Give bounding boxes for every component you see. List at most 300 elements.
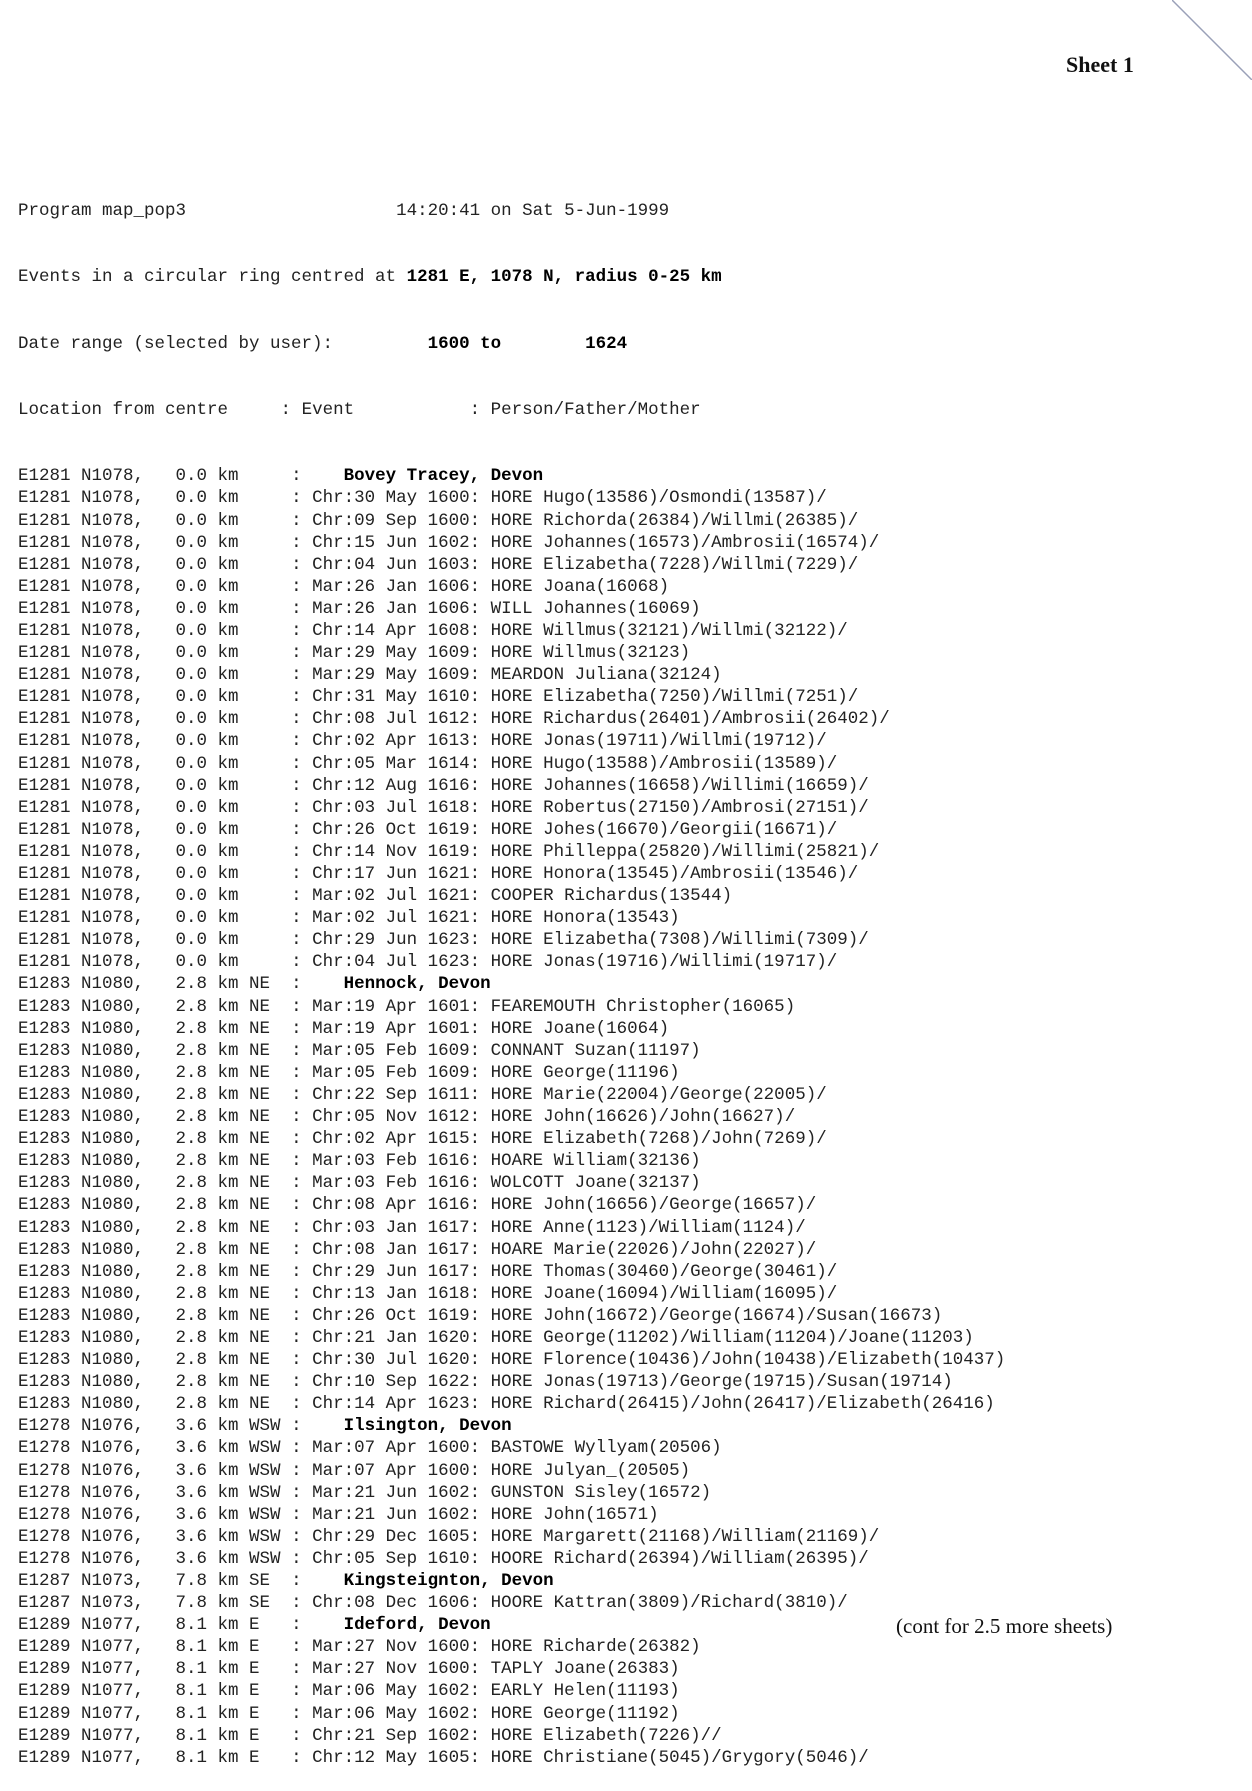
row-location: E1281 N1078, bbox=[18, 819, 145, 840]
row-location: E1289 N1077, bbox=[18, 1725, 145, 1746]
row-event: Mar:21 Jun 1602: bbox=[312, 1482, 481, 1503]
col-location: Location from centre bbox=[18, 400, 229, 421]
event-row: E1289 N1077, 8.1 km E : Chr:12 May 1605: HORE Christiane(5045)/Grygory(5046)/ bbox=[18, 1747, 869, 1768]
row-person: TAPLY Joane(26383) bbox=[490, 1659, 680, 1680]
row-person: HORE Marie(22004)/George(22005)/ bbox=[490, 1084, 827, 1105]
row-distance: 2.8 km NE bbox=[175, 1173, 292, 1194]
row-event: Chr:12 May 1605: bbox=[312, 1747, 481, 1768]
row-person: HORE John(16571) bbox=[490, 1504, 659, 1525]
event-row: E1281 N1078, 0.0 km : Chr:02 Apr 1613: HORE Jonas(19711)/Willmi(19712)/ bbox=[18, 731, 827, 752]
row-distance: 0.0 km bbox=[175, 886, 292, 907]
events-prefix: Events in a circular ring centred at bbox=[18, 267, 407, 288]
row-event: Chr:21 Jan 1620: bbox=[312, 1327, 481, 1348]
row-event: Chr:30 May 1600: bbox=[312, 488, 481, 509]
row-location: E1278 N1076, bbox=[18, 1438, 145, 1459]
row-location: E1281 N1078, bbox=[18, 908, 145, 929]
row-location: E1281 N1078, bbox=[18, 576, 145, 597]
place-location: E1278 N1076, bbox=[18, 1416, 145, 1437]
event-row: E1281 N1078, 0.0 km : Chr:30 May 1600: HORE Hugo(13586)/Osmondi(13587)/ bbox=[18, 488, 827, 509]
row-event: Chr:04 Jul 1623: bbox=[312, 952, 481, 973]
row-event: Chr:08 Jul 1612: bbox=[312, 709, 481, 730]
spacer-1 bbox=[186, 201, 396, 221]
row-person: HORE Elizabeth(7268)/John(7269)/ bbox=[490, 1129, 827, 1150]
row-distance: 2.8 km NE bbox=[175, 1107, 292, 1128]
place-name: Ilsington, Devon bbox=[343, 1416, 512, 1437]
row-person: HORE John(16672)/George(16674)/Susan(16673) bbox=[490, 1305, 943, 1326]
row-event: Mar:03 Feb 1616: bbox=[312, 1173, 481, 1194]
place-distance: 7.8 km SE bbox=[175, 1571, 292, 1591]
event-row: E1281 N1078, 0.0 km : Chr:29 Jun 1623: HORE Elizabetha(7308)/Willimi(7309)/ bbox=[18, 930, 869, 951]
place-header-row: E1289 N1077, 8.1 km E : Ideford, Devon bbox=[18, 1615, 491, 1636]
row-event: Chr:14 Apr 1608: bbox=[312, 620, 481, 641]
row-event: Mar:21 Jun 1602: bbox=[312, 1504, 481, 1525]
row-location: E1281 N1078, bbox=[18, 886, 145, 907]
row-distance: 2.8 km NE bbox=[175, 1151, 292, 1172]
event-row: E1289 N1077, 8.1 km E : Chr:21 Sep 1602: HORE Elizabeth(7226)// bbox=[18, 1725, 722, 1746]
row-location: E1289 N1077, bbox=[18, 1637, 145, 1658]
row-person: HORE Elizabetha(7308)/Willimi(7309)/ bbox=[490, 930, 869, 951]
date-to: 1624 bbox=[585, 333, 628, 354]
event-row: E1283 N1080, 2.8 km NE : Chr:26 Oct 1619: HORE John(16672)/George(16674)/Susan(16673) bbox=[18, 1305, 943, 1326]
row-person: HORE Willmus(32123) bbox=[490, 643, 691, 664]
event-row: E1281 N1078, 0.0 km : Chr:15 Jun 1602: HORE Johannes(16573)/Ambrosii(16574)/ bbox=[18, 532, 880, 553]
row-event: Chr:05 Mar 1614: bbox=[312, 753, 481, 774]
row-person: HORE Johannes(16573)/Ambrosii(16574)/ bbox=[490, 532, 880, 553]
place-distance: 3.6 km WSW bbox=[175, 1416, 292, 1437]
row-location: E1281 N1078, bbox=[18, 864, 145, 884]
row-location: E1281 N1078, bbox=[18, 665, 145, 686]
row-location: E1281 N1078, bbox=[18, 598, 145, 619]
place-name: Kingsteignton, Devon bbox=[343, 1571, 554, 1591]
row-distance: 0.0 km bbox=[175, 775, 292, 796]
row-distance: 2.8 km NE bbox=[175, 1305, 292, 1326]
event-row: E1281 N1078, 0.0 km : Chr:31 May 1610: HORE Elizabetha(7250)/Willmi(7251)/ bbox=[18, 687, 859, 708]
program-line bbox=[18, 200, 1005, 222]
row-event: Mar:29 May 1609: bbox=[312, 643, 481, 664]
row-distance: 2.8 km NE bbox=[175, 1018, 292, 1039]
event-row: E1278 N1076, 3.6 km WSW : Mar:07 Apr 1600: HORE Julyan_(20505) bbox=[18, 1460, 691, 1481]
row-distance: 2.8 km NE bbox=[175, 1195, 292, 1216]
row-event: Mar:02 Jul 1621: bbox=[312, 908, 481, 929]
row-person: HORE Richorda(26384)/Willmi(26385)/ bbox=[490, 510, 859, 531]
row-person: MEARDON Juliana(32124) bbox=[490, 665, 722, 686]
row-event: Chr:05 Nov 1612: bbox=[312, 1107, 481, 1128]
row-event: Mar:27 Nov 1600: bbox=[312, 1659, 481, 1680]
row-location: E1281 N1078, bbox=[18, 709, 145, 730]
row-person: WILL Johannes(16069) bbox=[490, 598, 701, 619]
row-location: E1283 N1080, bbox=[18, 1327, 145, 1348]
event-row: E1281 N1078, 0.0 km : Chr:04 Jul 1623: HORE Jonas(19716)/Willimi(19717)/ bbox=[18, 952, 838, 973]
row-person: HORE George(11192) bbox=[490, 1703, 680, 1724]
row-event: Mar:06 May 1602: bbox=[312, 1703, 481, 1724]
event-row: E1283 N1080, 2.8 km NE : Chr:22 Sep 1611: HORE Marie(22004)/George(22005)/ bbox=[18, 1084, 827, 1105]
row-event: Chr:29 Jun 1623: bbox=[312, 930, 481, 951]
event-row: E1278 N1076, 3.6 km WSW : Mar:07 Apr 1600: BASTOWE Wyllyam(20506) bbox=[18, 1438, 722, 1459]
row-event: Mar:02 Jul 1621: bbox=[312, 886, 481, 907]
event-row: E1281 N1078, 0.0 km : Chr:04 Jun 1603: HORE Elizabetha(7228)/Willmi(7229)/ bbox=[18, 554, 859, 575]
row-person: HORE Jonas(19711)/Willmi(19712)/ bbox=[490, 731, 827, 752]
row-distance: 0.0 km bbox=[175, 620, 292, 641]
row-distance: 0.0 km bbox=[175, 709, 292, 730]
place-name: Hennock, Devon bbox=[343, 974, 491, 995]
row-distance: 2.8 km NE bbox=[175, 1261, 292, 1282]
event-row: E1278 N1076, 3.6 km WSW : Mar:21 Jun 1602: HORE John(16571) bbox=[18, 1504, 659, 1525]
event-row: E1283 N1080, 2.8 km NE : Mar:03 Feb 1616: HOARE William(32136) bbox=[18, 1151, 701, 1172]
row-distance: 0.0 km bbox=[175, 532, 292, 553]
row-event: Chr:21 Sep 1602: bbox=[312, 1725, 481, 1746]
event-row: E1281 N1078, 0.0 km : Chr:14 Nov 1619: HORE Philleppa(25820)/Willimi(25821)/ bbox=[18, 841, 880, 862]
row-distance: 2.8 km NE bbox=[175, 1394, 292, 1415]
row-distance: 0.0 km bbox=[175, 687, 292, 708]
row-event: Mar:19 Apr 1601: bbox=[312, 996, 481, 1017]
row-location: E1289 N1077, bbox=[18, 1703, 145, 1724]
row-person: HORE Richardus(26401)/Ambrosii(26402)/ bbox=[490, 709, 890, 730]
events-line bbox=[18, 266, 1005, 288]
row-person: HORE Anne(1123)/William(1124)/ bbox=[490, 1217, 806, 1238]
row-location: E1283 N1080, bbox=[18, 1350, 145, 1371]
row-distance: 8.1 km E bbox=[175, 1725, 292, 1746]
row-event: Chr:29 Jun 1617: bbox=[312, 1261, 481, 1282]
row-location: E1281 N1078, bbox=[18, 488, 145, 509]
row-event: Chr:09 Sep 1600: bbox=[312, 510, 481, 531]
row-location: E1283 N1080, bbox=[18, 1217, 145, 1238]
row-distance: 2.8 km NE bbox=[175, 996, 292, 1017]
event-row: E1281 N1078, 0.0 km : Chr:05 Mar 1614: HORE Hugo(13588)/Ambrosii(13589)/ bbox=[18, 753, 838, 774]
row-location: E1278 N1076, bbox=[18, 1548, 145, 1569]
row-event: Chr:03 Jul 1618: bbox=[312, 797, 481, 818]
sheet-label: Sheet 1 bbox=[1066, 52, 1134, 77]
event-row: E1289 N1077, 8.1 km E : Mar:27 Nov 1600: HORE Richarde(26382) bbox=[18, 1637, 701, 1658]
row-location: E1289 N1077, bbox=[18, 1747, 145, 1768]
row-distance: 2.8 km NE bbox=[175, 1350, 292, 1371]
event-row: E1281 N1078, 0.0 km : Mar:26 Jan 1606: HORE Joana(16068) bbox=[18, 576, 670, 597]
row-event: Chr:04 Jun 1603: bbox=[312, 554, 481, 575]
event-row: E1283 N1080, 2.8 km NE : Chr:08 Apr 1616: HORE John(16656)/George(16657)/ bbox=[18, 1195, 817, 1216]
row-location: E1283 N1080, bbox=[18, 996, 145, 1017]
row-distance: 0.0 km bbox=[175, 930, 292, 951]
row-location: E1278 N1076, bbox=[18, 1504, 145, 1525]
row-distance: 0.0 km bbox=[175, 576, 292, 597]
row-location: E1281 N1078, bbox=[18, 797, 145, 818]
place-header-row: E1281 N1078, 0.0 km : Bovey Tracey, Devon bbox=[18, 466, 544, 487]
row-person: HOORE Kattran(3809)/Richard(3810)/ bbox=[490, 1593, 848, 1614]
row-person: BASTOWE Wyllyam(20506) bbox=[490, 1438, 722, 1459]
row-person: HORE Margarett(21168)/William(21169)/ bbox=[490, 1526, 880, 1547]
row-event: Chr:13 Jan 1618: bbox=[312, 1283, 481, 1304]
row-location: E1281 N1078, bbox=[18, 687, 145, 708]
row-location: E1283 N1080, bbox=[18, 1283, 145, 1304]
event-row: E1281 N1078, 0.0 km : Chr:26 Oct 1619: HORE Johes(16670)/Georgii(16671)/ bbox=[18, 819, 838, 840]
row-distance: 3.6 km WSW bbox=[175, 1548, 292, 1569]
row-event: Mar:19 Apr 1601: bbox=[312, 1018, 481, 1039]
row-distance: 0.0 km bbox=[175, 488, 292, 509]
row-person: HORE Robertus(27150)/Ambrosi(27151)/ bbox=[490, 797, 869, 818]
event-row: E1289 N1077, 8.1 km E : Mar:06 May 1602: HORE George(11192) bbox=[18, 1703, 680, 1724]
row-distance: 0.0 km bbox=[175, 908, 292, 929]
row-distance: 8.1 km E bbox=[175, 1659, 292, 1680]
row-event: Mar:26 Jan 1606: bbox=[312, 576, 481, 597]
row-distance: 2.8 km NE bbox=[175, 1239, 292, 1260]
row-person: FEAREMOUTH Christopher(16065) bbox=[490, 996, 796, 1017]
row-event: Mar:03 Feb 1616: bbox=[312, 1151, 481, 1172]
event-row: E1278 N1076, 3.6 km WSW : Chr:05 Sep 1610: HOORE Richard(26394)/William(26395)/ bbox=[18, 1548, 869, 1569]
row-event: Chr:22 Sep 1611: bbox=[312, 1084, 481, 1105]
row-distance: 0.0 km bbox=[175, 797, 292, 818]
row-location: E1283 N1080, bbox=[18, 1173, 145, 1194]
event-row: E1283 N1080, 2.8 km NE : Chr:10 Sep 1622: HORE Jonas(19713)/George(19715)/Susan(19714) bbox=[18, 1372, 953, 1393]
event-row: E1283 N1080, 2.8 km NE : Chr:08 Jan 1617: HOARE Marie(22026)/John(22027)/ bbox=[18, 1239, 817, 1260]
centre-coords: 1281 E, 1078 N, radius 0-25 km bbox=[406, 267, 722, 288]
row-person: HORE Joane(16094)/William(16095)/ bbox=[490, 1283, 838, 1304]
row-location: E1283 N1080, bbox=[18, 1261, 145, 1282]
event-row: E1281 N1078, 0.0 km : Chr:03 Jul 1618: HORE Robertus(27150)/Ambrosi(27151)/ bbox=[18, 797, 869, 818]
row-person: WOLCOTT Joane(32137) bbox=[490, 1173, 701, 1194]
row-person: HORE Joana(16068) bbox=[490, 576, 670, 597]
row-location: E1283 N1080, bbox=[18, 1040, 145, 1061]
place-name: Bovey Tracey, Devon bbox=[343, 466, 544, 487]
event-row: E1281 N1078, 0.0 km : Chr:12 Aug 1616: HORE Johannes(16658)/Willimi(16659)/ bbox=[18, 775, 869, 796]
row-distance: 2.8 km NE bbox=[175, 1062, 292, 1083]
row-location: E1281 N1078, bbox=[18, 930, 145, 951]
row-event: Mar:05 Feb 1609: bbox=[312, 1040, 481, 1061]
row-location: E1283 N1080, bbox=[18, 1305, 145, 1326]
row-person: HORE Thomas(30460)/George(30461)/ bbox=[490, 1261, 838, 1282]
event-row: E1281 N1078, 0.0 km : Mar:29 May 1609: MEARDON Juliana(32124) bbox=[18, 665, 722, 686]
row-event: Chr:15 Jun 1602: bbox=[312, 532, 481, 553]
row-location: E1278 N1076, bbox=[18, 1482, 145, 1503]
event-row: E1281 N1078, 0.0 km : Chr:14 Apr 1608: HORE Willmus(32121)/Willmi(32122)/ bbox=[18, 620, 848, 641]
row-person: HOORE Richard(26394)/William(26395)/ bbox=[490, 1548, 869, 1569]
row-person: HORE Florence(10436)/John(10438)/Elizabeth(10437) bbox=[490, 1350, 1006, 1371]
row-distance: 3.6 km WSW bbox=[175, 1460, 292, 1481]
event-row: E1289 N1077, 8.1 km E : Mar:27 Nov 1600: TAPLY Joane(26383) bbox=[18, 1659, 680, 1680]
row-event: Chr:17 Jun 1621: bbox=[312, 864, 481, 884]
row-distance: 2.8 km NE bbox=[175, 1040, 292, 1061]
row-person: HOARE William(32136) bbox=[490, 1151, 701, 1172]
row-event: Chr:26 Oct 1619: bbox=[312, 1305, 481, 1326]
row-location: E1283 N1080, bbox=[18, 1394, 145, 1415]
col-event: Event bbox=[301, 400, 355, 421]
row-event: Chr:12 Aug 1616: bbox=[312, 775, 481, 796]
event-row: E1283 N1080, 2.8 km NE : Chr:03 Jan 1617: HORE Anne(1123)/William(1124)/ bbox=[18, 1217, 806, 1238]
row-distance: 7.8 km SE bbox=[175, 1593, 292, 1614]
row-location: E1289 N1077, bbox=[18, 1659, 145, 1680]
row-location: E1283 N1080, bbox=[18, 1129, 145, 1150]
row-person: HORE Honora(13543) bbox=[490, 908, 680, 929]
row-person: HORE Honora(13545)/Ambrosii(13546)/ bbox=[490, 864, 859, 884]
row-location: E1281 N1078, bbox=[18, 841, 145, 862]
row-person: HORE Hugo(13586)/Osmondi(13587)/ bbox=[490, 488, 827, 509]
row-distance: 0.0 km bbox=[175, 598, 292, 619]
row-person: HORE Johannes(16658)/Willimi(16659)/ bbox=[490, 775, 869, 796]
row-distance: 0.0 km bbox=[175, 753, 292, 774]
row-event: Chr:02 Apr 1615: bbox=[312, 1129, 481, 1150]
event-row: E1283 N1080, 2.8 km NE : Mar:05 Feb 1609: CONNANT Suzan(11197) bbox=[18, 1040, 701, 1061]
row-distance: 8.1 km E bbox=[175, 1637, 292, 1658]
event-row: E1283 N1080, 2.8 km NE : Chr:21 Jan 1620: HORE George(11202)/William(11204)/Joane(11203) bbox=[18, 1327, 974, 1348]
row-event: Chr:08 Apr 1616: bbox=[312, 1195, 481, 1216]
row-person: HORE George(11196) bbox=[490, 1062, 680, 1083]
row-event: Mar:06 May 1602: bbox=[312, 1681, 481, 1702]
event-row: E1278 N1076, 3.6 km WSW : Mar:21 Jun 1602: GUNSTON Sisley(16572) bbox=[18, 1482, 712, 1503]
row-location: E1283 N1080, bbox=[18, 1239, 145, 1260]
row-distance: 3.6 km WSW bbox=[175, 1526, 292, 1547]
event-row: E1289 N1077, 8.1 km E : Mar:06 May 1602: EARLY Helen(11193) bbox=[18, 1681, 680, 1702]
row-person: HORE Elizabetha(7228)/Willmi(7229)/ bbox=[490, 554, 859, 575]
row-location: E1283 N1080, bbox=[18, 1107, 145, 1128]
event-row: E1283 N1080, 2.8 km NE : Mar:03 Feb 1616: WOLCOTT Joane(32137) bbox=[18, 1173, 701, 1194]
row-distance: 0.0 km bbox=[175, 643, 292, 664]
row-location: E1289 N1077, bbox=[18, 1681, 145, 1702]
row-distance: 2.8 km NE bbox=[175, 1283, 292, 1304]
row-person: HORE Christiane(5045)/Grygory(5046)/ bbox=[490, 1747, 869, 1768]
row-person: HORE John(16626)/John(16627)/ bbox=[490, 1107, 796, 1128]
row-distance: 3.6 km WSW bbox=[175, 1482, 292, 1503]
row-event: Chr:30 Jul 1620: bbox=[312, 1350, 481, 1371]
row-event: Chr:14 Nov 1619: bbox=[312, 841, 481, 862]
row-distance: 0.0 km bbox=[175, 554, 292, 575]
row-distance: 0.0 km bbox=[175, 731, 292, 752]
continuation-note: (cont for 2.5 more sheets) bbox=[896, 1614, 1113, 1638]
row-distance: 2.8 km NE bbox=[175, 1084, 292, 1105]
event-row: E1283 N1080, 2.8 km NE : Chr:05 Nov 1612: HORE John(16626)/John(16627)/ bbox=[18, 1107, 796, 1128]
row-person: COOPER Richardus(13544) bbox=[490, 886, 733, 907]
event-row: E1283 N1080, 2.8 km NE : Mar:05 Feb 1609: HORE George(11196) bbox=[18, 1062, 680, 1083]
row-distance: 2.8 km NE bbox=[175, 1217, 292, 1238]
event-row: E1287 N1073, 7.8 km SE : Chr:08 Dec 1606: HOORE Kattran(3809)/Richard(3810)/ bbox=[18, 1593, 848, 1614]
row-event: Chr:08 Jan 1617: bbox=[312, 1239, 481, 1260]
row-distance: 2.8 km NE bbox=[175, 1327, 292, 1348]
row-distance: 2.8 km NE bbox=[175, 1129, 292, 1150]
row-event: Chr:08 Dec 1606: bbox=[312, 1593, 481, 1614]
row-location: E1281 N1078, bbox=[18, 775, 145, 796]
row-location: E1281 N1078, bbox=[18, 532, 145, 553]
row-event: Chr:03 Jan 1617: bbox=[312, 1217, 481, 1238]
row-person: HORE Julyan_(20505) bbox=[490, 1460, 691, 1481]
event-row: E1281 N1078, 0.0 km : Chr:09 Sep 1600: HORE Richorda(26384)/Willmi(26385)/ bbox=[18, 510, 859, 531]
row-distance: 2.8 km NE bbox=[175, 1372, 292, 1393]
row-location: E1281 N1078, bbox=[18, 510, 145, 531]
row-location: E1281 N1078, bbox=[18, 620, 145, 641]
row-person: HORE Hugo(13588)/Ambrosii(13589)/ bbox=[490, 753, 838, 774]
event-row: E1283 N1080, 2.8 km NE : Chr:02 Apr 1615: HORE Elizabeth(7268)/John(7269)/ bbox=[18, 1129, 827, 1150]
row-person: HORE George(11202)/William(11204)/Joane(11203) bbox=[490, 1327, 974, 1348]
row-location: E1281 N1078, bbox=[18, 753, 145, 774]
event-row: E1283 N1080, 2.8 km NE : Chr:13 Jan 1618: HORE Joane(16094)/William(16095)/ bbox=[18, 1283, 838, 1304]
row-location: E1287 N1073, bbox=[18, 1593, 145, 1614]
row-person: HORE Richard(26415)/John(26417)/Elizabeth(26416) bbox=[490, 1394, 995, 1415]
row-person: GUNSTON Sisley(16572) bbox=[490, 1482, 712, 1503]
place-distance: 2.8 km NE bbox=[175, 974, 292, 995]
col-person: Person/Father/Mother bbox=[490, 400, 701, 421]
place-header-row: E1283 N1080, 2.8 km NE : Hennock, Devon bbox=[18, 974, 491, 995]
row-event: Chr:31 May 1610: bbox=[312, 687, 481, 708]
row-person: HORE Elizabeth(7226)// bbox=[490, 1725, 722, 1746]
row-location: E1281 N1078, bbox=[18, 731, 145, 752]
place-location: E1283 N1080, bbox=[18, 974, 145, 995]
date-to-word: to bbox=[480, 333, 502, 354]
row-distance: 0.0 km bbox=[175, 665, 292, 686]
row-event: Mar:29 May 1609: bbox=[312, 665, 481, 686]
row-distance: 8.1 km E bbox=[175, 1681, 292, 1702]
place-location: E1287 N1073, bbox=[18, 1571, 145, 1591]
row-person: HORE John(16656)/George(16657)/ bbox=[490, 1195, 817, 1216]
row-event: Chr:14 Apr 1623: bbox=[312, 1394, 481, 1415]
row-location: E1281 N1078, bbox=[18, 643, 145, 664]
run-timestamp: 14:20:41 on Sat 5-Jun-1999 bbox=[396, 201, 670, 222]
row-event: Chr:02 Apr 1613: bbox=[312, 731, 481, 752]
event-row: E1283 N1080, 2.8 km NE : Mar:19 Apr 1601: HORE Joane(16064) bbox=[18, 1018, 670, 1039]
row-location: E1281 N1078, bbox=[18, 952, 145, 973]
row-location: E1283 N1080, bbox=[18, 1151, 145, 1172]
page-fold-corner bbox=[1172, 0, 1252, 80]
row-person: HORE Richarde(26382) bbox=[490, 1637, 701, 1658]
event-row: E1281 N1078, 0.0 km : Mar:02 Jul 1621: HORE Honora(13543) bbox=[18, 908, 680, 929]
row-distance: 0.0 km bbox=[175, 841, 292, 862]
event-row: E1281 N1078, 0.0 km : Mar:29 May 1609: HORE Willmus(32123) bbox=[18, 643, 691, 664]
row-person: HORE Johes(16670)/Georgii(16671)/ bbox=[490, 819, 838, 840]
place-location: E1289 N1077, bbox=[18, 1615, 145, 1636]
row-distance: 0.0 km bbox=[175, 864, 292, 884]
event-row: E1281 N1078, 0.0 km : Chr:08 Jul 1612: HORE Richardus(26401)/Ambrosii(26402)/ bbox=[18, 709, 890, 730]
row-event: Chr:29 Dec 1605: bbox=[312, 1526, 481, 1547]
row-distance: 0.0 km bbox=[175, 819, 292, 840]
row-event: Chr:26 Oct 1619: bbox=[312, 819, 481, 840]
date-prefix: Date range (selected by user): bbox=[18, 333, 334, 354]
event-row: E1281 N1078, 0.0 km : Mar:02 Jul 1621: COOPER Richardus(13544) bbox=[18, 886, 733, 907]
row-location: E1278 N1076, bbox=[18, 1460, 145, 1481]
row-location: E1283 N1080, bbox=[18, 1195, 145, 1216]
row-distance: 0.0 km bbox=[175, 952, 292, 973]
row-person: HORE Philleppa(25820)/Willimi(25821)/ bbox=[490, 841, 880, 862]
event-row: E1283 N1080, 2.8 km NE : Chr:29 Jun 1617: HORE Thomas(30460)/George(30461)/ bbox=[18, 1261, 838, 1282]
row-event: Mar:26 Jan 1606: bbox=[312, 598, 481, 619]
row-location: E1278 N1076, bbox=[18, 1526, 145, 1547]
event-row: E1283 N1080, 2.8 km NE : Chr:14 Apr 1623: HORE Richard(26415)/John(26417)/Elizabeth(26416) bbox=[18, 1394, 995, 1415]
row-person: HORE Jonas(19713)/George(19715)/Susan(19714) bbox=[490, 1372, 953, 1393]
row-person: HOARE Marie(22026)/John(22027)/ bbox=[490, 1239, 817, 1260]
row-event: Mar:27 Nov 1600: bbox=[312, 1637, 481, 1658]
row-location: E1283 N1080, bbox=[18, 1372, 145, 1393]
row-person: HORE Elizabetha(7250)/Willmi(7251)/ bbox=[490, 687, 859, 708]
date-range-line bbox=[18, 333, 1005, 355]
row-person: EARLY Helen(11193) bbox=[490, 1681, 680, 1702]
row-event: Mar:05 Feb 1609: bbox=[312, 1062, 481, 1083]
program-name: Program map_pop3 bbox=[18, 201, 187, 222]
row-event: Chr:05 Sep 1610: bbox=[312, 1548, 481, 1569]
row-distance: 3.6 km WSW bbox=[175, 1504, 292, 1525]
date-from: 1600 bbox=[427, 333, 470, 354]
row-distance: 8.1 km E bbox=[175, 1703, 292, 1724]
row-person: HORE Willmus(32121)/Willmi(32122)/ bbox=[490, 620, 848, 641]
row-event: Mar:07 Apr 1600: bbox=[312, 1438, 481, 1459]
event-row: E1281 N1078, 0.0 km : Mar:26 Jan 1606: WILL Johannes(16069) bbox=[18, 598, 701, 619]
place-distance: 8.1 km E bbox=[175, 1615, 292, 1636]
row-person: HORE Joane(16064) bbox=[490, 1018, 670, 1039]
place-header-row: E1278 N1076, 3.6 km WSW : Ilsington, Devon bbox=[18, 1416, 512, 1437]
row-person: CONNANT Suzan(11197) bbox=[490, 1040, 701, 1061]
event-row: E1283 N1080, 2.8 km NE : Mar:19 Apr 1601: FEAREMOUTH Christopher(16065) bbox=[18, 996, 796, 1017]
row-person: HORE Jonas(19716)/Willimi(19717)/ bbox=[490, 952, 838, 973]
row-event: Chr:10 Sep 1622: bbox=[312, 1372, 481, 1393]
row-location: E1283 N1080, bbox=[18, 1084, 145, 1105]
event-rows bbox=[18, 465, 1005, 1769]
event-row: E1283 N1080, 2.8 km NE : Chr:30 Jul 1620: HORE Florence(10436)/John(10438)/Elizabeth(10437) bbox=[18, 1350, 1006, 1371]
row-location: E1281 N1078, bbox=[18, 554, 145, 575]
row-location: E1283 N1080, bbox=[18, 1018, 145, 1039]
event-row: E1281 N1078, 0.0 km : Chr:17 Jun 1621: HORE Honora(13545)/Ambrosii(13546)/ bbox=[18, 864, 859, 884]
place-location: E1281 N1078, bbox=[18, 466, 145, 487]
